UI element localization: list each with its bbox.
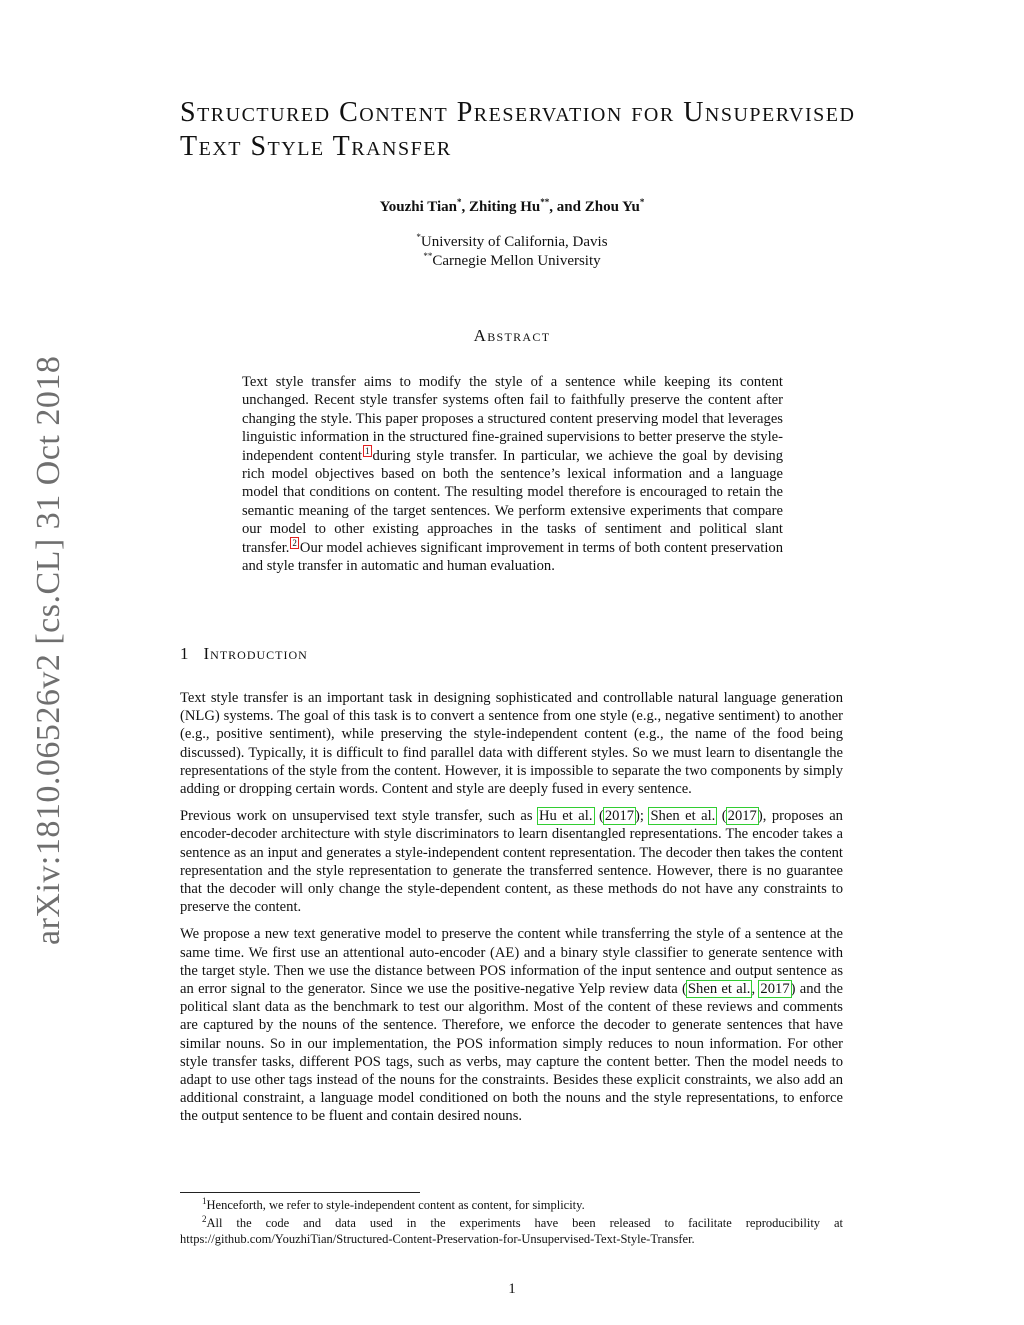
abstract-heading: Abstract — [473, 326, 551, 345]
paper-title: Structured Content Preservation for Unsupervised Text Style Transfer — [180, 97, 856, 162]
author-name: Youzhi Tian — [379, 199, 457, 215]
paragraph: We propose a new text generative model to preserve the content while transferring the style of a sentence at the same time. We first use an attentional auto-encoder (AE) and a binary style classifier to generate sentence with the target style. Then we use the distance between POS information of the input sentence and output sentence as an error signal to the generator. Since we use the positive-negative Yelp review data (Shen et al., 2017) and the political slant data as the benchmark to test our algorithm. Most of the content of these reviews and comments are captured by the nouns of the sentence. Therefore, we enforce the decoder to generate sentences that have similar nouns. So in our implementation, the POS information simply reduces to noun information. For other style transfer tasks, different POS tags, such as verbs, may capture the content better. Then the model needs to adapt to use other tags instead of the nouns for the constraints. Besides these explicit constraints, we also add an additional constraint, a language model conditioned on both the nouns and the style representations, to enforce the output sentence to be fluent and contain desired nouns. — [180, 926, 843, 1125]
affiliation-name: Carnegie Mellon University — [432, 253, 601, 269]
paragraph: Text style transfer is an important task in designing sophisticated and controllable natural language generation (NLG) systems. The goal of this task is to convert a sentence from one style (e.g., negative sentiment) to another (e.g., positive sentiment), while preserving the style-independent content (e.g., the name of the food being discussed). Typically, it is difficult to find parallel data with different styles. So we must learn to disentangle the representations of the style from the content. However, it is impossible to separate the two components by simply adding or dropping certain words. Content and style are deeply fused in every sentence. — [180, 690, 843, 798]
footnote-link[interactable]: 1 — [365, 445, 370, 456]
section-number: 1 — [180, 644, 190, 663]
paragraph: Previous work on unsupervised text style transfer, such as Hu et al. (2017); Shen et al. (2017), proposes an encoder-decoder architecture with style discriminators to learn disentangled representations. The encoder takes a sentence as an input and generates a style-independent content representation. The decoder then takes the content representation and the style representation to generate the transferred sentence. However, there is no guarantee that the decoder will only change the style-dependent content, as these methods do not have any constraints to preserve the content. — [180, 808, 843, 916]
footnote-mark: 1 — [202, 1195, 207, 1206]
section-heading-introduction — [180, 644, 308, 664]
paragraph-text: and the political slant data as the benchmark to test our algorithm. Most of the content of these reviews and comments are captured by the nouns of the sentence. Therefore, we enforce the decoder to generate sentences that have similar nouns. So in our implementation, the POS information simply reduces to noun information. For other style transfer tasks, different POS tags, such as verbs, may capture the content better. Then the model needs to adapt to use other tags instead of the nouns for the constraints. Besides these explicit constraints, we also add an additional constraint, a language model conditioned on both the nouns and the style representations, to enforce the output sentence to be fluent and contain desired nouns. — [180, 981, 843, 1125]
author-mark: ** — [540, 197, 550, 207]
abstract-text-part: Our model achieves significant improvement in terms of both content preservation and style transfer in automatic and human evaluation. — [242, 539, 783, 575]
page-number: 1 — [508, 1281, 516, 1297]
author-name: and Zhou Yu — [556, 199, 640, 215]
author-name: Zhiting Hu — [469, 199, 541, 215]
section-title: Introduction — [203, 644, 308, 663]
citation-link[interactable]: Shen et al. — [687, 981, 751, 998]
footnotes — [180, 1197, 843, 1249]
citation-year-link[interactable]: 2017 — [760, 981, 790, 998]
citation-year-link[interactable]: 2017 — [604, 808, 635, 825]
author-mark: * — [457, 197, 462, 207]
affiliation-mark: ** — [423, 251, 433, 261]
footnote-mark: 2 — [202, 1213, 207, 1224]
citation-year-link[interactable]: 2017 — [727, 808, 757, 825]
citation-link[interactable]: Hu et al. — [538, 808, 593, 825]
footnote-divider — [180, 1192, 420, 1193]
citation-link[interactable]: Shen et al. — [650, 808, 716, 825]
affiliation-list — [0, 233, 1024, 271]
affiliation — [0, 252, 1024, 271]
affiliation — [0, 233, 1024, 252]
paragraph-text: Previous work on unsupervised text style transfer, such as — [180, 808, 533, 825]
abstract-text-part: Text style transfer aims to modify the style of a sentence while keeping its content unchanged. Recent style transfer systems often fail to faithfully preserve the content after changing the style. This paper proposes a structured content preserving model that leverages linguistic information in the structured fine-grained supervisions to better preserve the style-independent content — [242, 374, 783, 464]
footnote — [180, 1215, 843, 1247]
affiliation-mark: * — [416, 232, 421, 242]
paragraph-text: We propose a new text generative model to preserve the content while transferring the style of a sentence at the same time. We first use an attentional auto-encoder (AE) and a binary style classifier to generate sentence with the target style. Then we use the distance between POS information of the input sentence and output sentence as an error signal to the generator. Since we use the positive-negative Yelp review data — [180, 926, 843, 998]
abstract-text — [242, 373, 783, 575]
paragraph-text: proposes an encoder-decoder architecture with style discriminators to learn disentangled representations. The encoder takes a sentence as an input and generates a style-independent content representation. The decoder then takes the content representation and the style representation to generate the transferred sentence. However, there is no guarantee that the decoder will only change the style-dependent content, as these methods do not have any constraints to preserve the content. — [180, 808, 843, 916]
footnote-link[interactable]: 2 — [292, 537, 297, 548]
introduction-body — [180, 689, 843, 1135]
abstract-text-part: during style transfer. In particular, we achieve the goal by devising rich model objectives based on both the sentence’s lexical information and a language model that conditions on content. The resulting model therefore is encouraged to retain the semantic meaning of the target sentences. We perform extensive experiments that compare our model to other existing approaches in the tasks of sentiment and political slant transfer. — [242, 447, 783, 556]
arxiv-identifier: arXiv:1810.06526v2 [cs.CL] 31 Oct 2018 — [30, 355, 67, 945]
author-mark: * — [639, 197, 645, 207]
footnote-text: All the code and data used in the experiments have been released to facilitate reproducibility at https://github.com/YouzhiTian/Structured-Content-Preservation-for-Unsupervised-Text-Style-Transfer. — [180, 1216, 843, 1246]
author-list: Youzhi Tian*, Zhiting Hu**, and Zhou Yu* — [379, 197, 645, 215]
affiliation-name: University of California, Davis — [420, 234, 608, 250]
footnote — [180, 1197, 843, 1213]
footnote-text: Henceforth, we refer to style-independent content as content, for simplicity. — [206, 1198, 585, 1212]
